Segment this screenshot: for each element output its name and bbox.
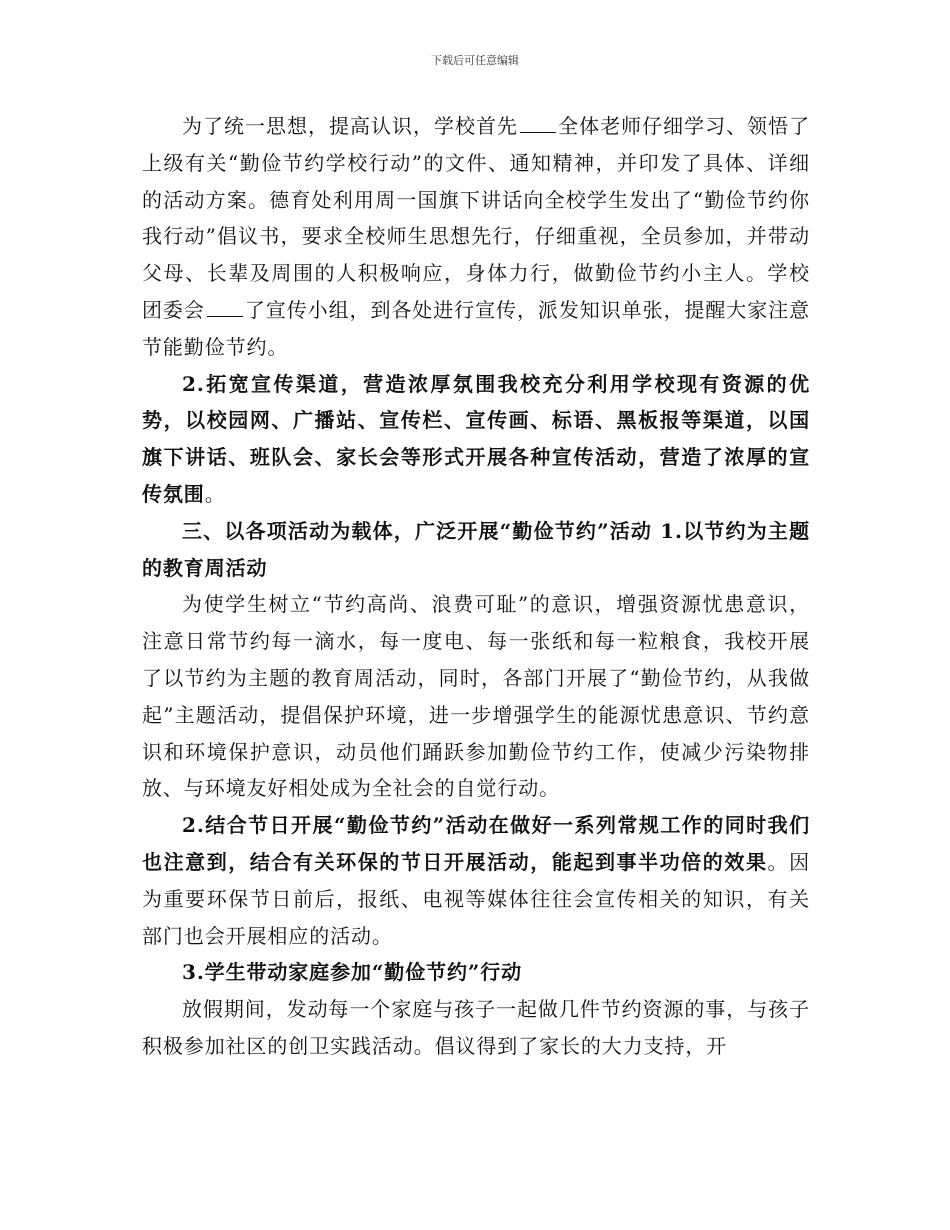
section-heading-text: 2.拓宽宣传渠道，营造浓厚氛围我校充分利用学校现有资源的优势，以校园网、广播站、宣传栏、宣传画、标语、黑板报等渠道，以国旗下讲话、班队会、家长会等形式开展各种宣传活动，营造了浓厚的宣传氛围 <box>142 371 810 506</box>
paragraph-text: 。因为重要环保节日前后，报纸、电视等媒体往往会宣传相关的知识，有关部门也会开展相应的活动。 <box>142 849 810 948</box>
page-header: 下载后可任意编辑 <box>431 54 519 67</box>
paragraph-text: 全体老师仔细学习、领悟了上级有关“勤俭节约学校行动”的文件、通知精神，并印发了具体、详细的活动方案。德育处利用周一国旗下讲话向全校学生发出了“勤俭节约你我行动”倡议书，要求全校师生思想先行，仔细重视，全员参加，并带动父母、长辈及周围的人积极响应，身体力行，做勤俭节约小主人。学校团委会 <box>142 114 810 322</box>
paragraph-propaganda-organization <box>142 108 810 366</box>
paragraph-education-week: 为使学生树立“节约高尚、浪费可耻”的意识，增强资源忧患意识，注意日常节约每一滴水，每一度电、每一张纸和每一粒粮食，我校开展了以节约为主题的教育周活动，同时，各部门开展了“勤俭节约，从我做起”主题活动，提倡保护环境，进一步增强学生的能源忧患意识、节约意识和环境保护意识，动员他们踊跃参加勤俭节约工作，使减少污染物排放、与环境友好相处成为全社会的自觉行动。 <box>142 592 810 801</box>
paragraph-text: 了宣传小组，到各处进行宣传，派发知识单张，提醒大家注意节能勤俭节约。 <box>142 297 810 359</box>
fill-in-blank <box>520 116 556 133</box>
paragraph-publicity-channels <box>142 366 810 513</box>
section-heading-family: 3.学生带动家庭参加“勤俭节约”行动 <box>182 960 523 985</box>
document-body <box>142 108 810 1065</box>
paragraph-holiday-activities <box>142 807 810 954</box>
paragraph-text: 为了统一思想，提高认识，学校首先 <box>182 114 518 138</box>
paragraph-holiday-family: 放假期间，发动每一个家庭与孩子一起做几件节约资源的事，与孩子积极参加社区的创卫实践活动。倡议得到了家长的大力支持，开 <box>142 997 810 1058</box>
fill-in-blank <box>207 300 243 317</box>
section-heading-text: 2.结合节日开展“勤俭节约”活动在做好一系列常规工作的同时我们也注意到，结合有关环保的节日开展活动，能起到事半功倍的效果 <box>142 813 810 874</box>
section-heading-activities: 三、以各项活动为载体，广泛开展“勤俭节约”活动 1.以节约为主题的教育周活动 <box>142 518 810 580</box>
paragraph-text: 。 <box>204 481 226 506</box>
